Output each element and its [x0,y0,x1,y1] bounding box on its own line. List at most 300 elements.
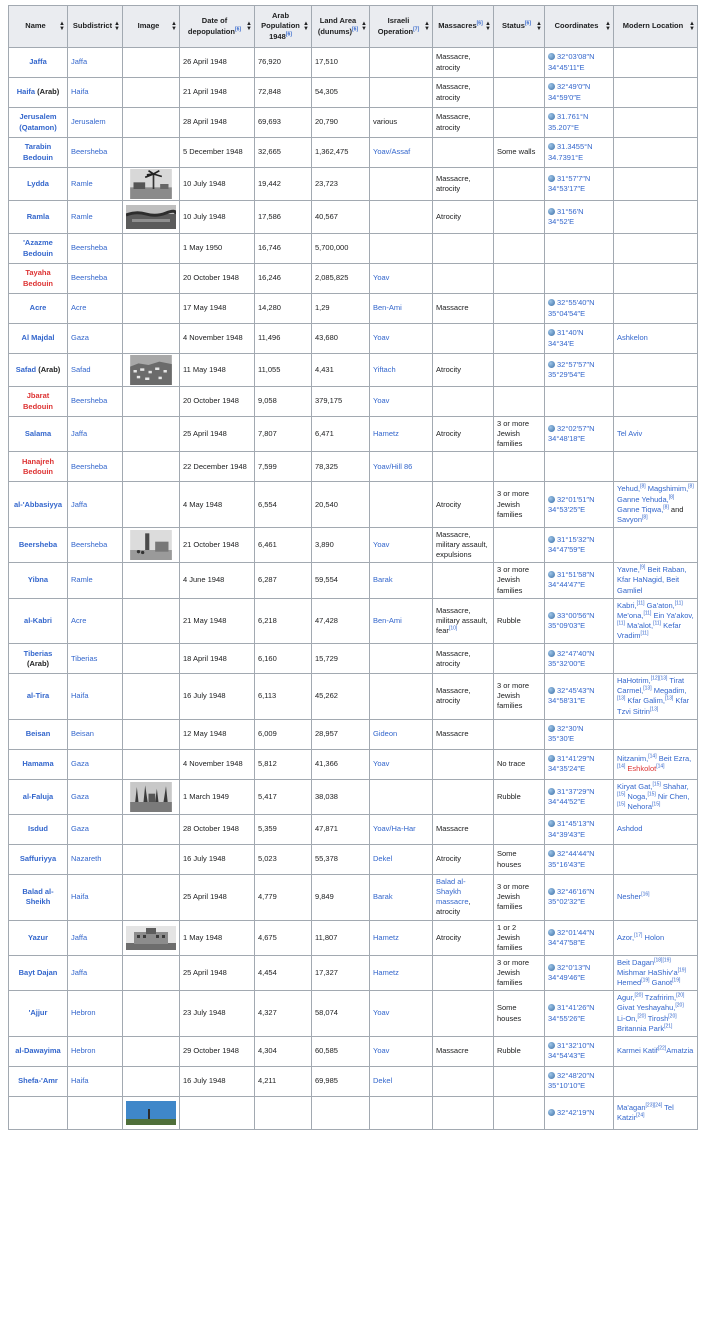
modern-location-link[interactable]: Kabri, [617,600,637,610]
modern-location-link[interactable]: HaHotrim, [617,676,651,686]
column-header-10[interactable] [614,6,698,48]
modern-location-link[interactable]: Tirat Carmel, [617,676,685,696]
locality-name-link[interactable]: Tarabin Bedouin [23,142,53,162]
modern-location-link[interactable]: Kfar Galim, [625,696,665,706]
modern-location-link[interactable]: Azor, [617,932,635,942]
reference-link[interactable]: [15] [617,791,626,798]
locality-name-link[interactable]: Salama [24,429,52,439]
subdistrict-link[interactable]: Haifa [71,892,89,902]
cell-status [494,452,545,482]
coordinate-lat-link[interactable]: 31°41′29″N [557,754,595,763]
reference-link[interactable]: [8] [688,483,694,490]
operation-link[interactable]: Yoav/Assaf [373,147,411,157]
column-header-0[interactable] [9,6,68,48]
globe-icon[interactable] [548,425,555,432]
locality-name-link[interactable]: al-'Abbasiyya [13,499,63,509]
modern-location-link[interactable]: Britannia Park [617,1023,665,1033]
coordinate-lat-link[interactable]: 32°42′19″N [557,1107,595,1117]
globe-icon[interactable] [548,612,555,619]
subdistrict-link[interactable]: Jaffa [71,429,88,439]
reference-link[interactable]: [20] [675,1002,684,1009]
modern-location-link[interactable]: Ganot [649,978,673,988]
modern-location-link[interactable]: Yehud, [617,484,641,494]
globe-icon[interactable] [548,83,555,90]
column-header-6[interactable] [370,6,433,48]
locality-name-link[interactable]: Hanajreh Bedouin [21,456,55,476]
modern-location-link[interactable]: Me'ona, [617,610,644,620]
subdistrict-link[interactable]: Jaffa [71,499,88,509]
operation-link[interactable]: Yoav [373,396,390,406]
reference-link[interactable]: [11] [636,600,645,607]
coordinate-lat-link[interactable]: 32°49′0″N [557,82,591,92]
operation-link[interactable]: Yiftach [373,364,396,374]
reference-link[interactable]: [15] [617,801,626,808]
column-header-1[interactable] [68,6,123,48]
reference-link[interactable]: [14] [648,753,657,760]
locality-name-link[interactable]: Yibna [27,575,49,585]
coordinate-lat-link[interactable]: 31°56′N [557,206,584,216]
coordinate-lon-link[interactable]: 34°59′0″E [548,92,581,102]
operation-link[interactable]: Gideon [373,729,398,739]
locality-name-link[interactable]: Bayt Dajan [18,968,58,977]
coordinate-lon-link[interactable]: 35°29′54″E [548,370,586,379]
massacre-link[interactable]: Balad al-Shaykh massacre [436,877,469,907]
operation-link[interactable]: Ben-Ami [373,303,402,313]
locality-name-link[interactable]: Saffuriyya [19,854,57,864]
subdistrict-link[interactable]: Beersheba [71,273,108,283]
subdistrict-link[interactable]: Haifa [71,691,89,701]
coordinate-lat-link[interactable]: 32°02′57″N [557,424,595,434]
reference-link[interactable]: [14] [617,763,626,770]
subdistrict-link[interactable]: Gaza [71,759,89,769]
modern-location-link[interactable]: Givat Yeshayahu, [617,1003,676,1013]
coordinate-lat-link[interactable]: 32°55′40″N [557,298,595,308]
sort-icon[interactable]: ▲ ▼ [171,20,177,32]
locality-name-link[interactable]: Jaffa [29,57,47,67]
reference-link[interactable]: [9] [639,564,646,571]
reference-link[interactable]: [6] [476,20,483,27]
locality-name-link[interactable]: Shefa-'Amr [18,1076,58,1086]
modern-location-link[interactable]: Holon [642,932,665,942]
photo-building[interactable] [126,923,176,953]
coordinate-lon-link[interactable]: 35.207°E [548,122,579,132]
locality-name-link[interactable]: 'Ajjur [28,1008,48,1018]
subdistrict-link[interactable]: Ramle [71,178,93,188]
coordinate-lat-link[interactable]: 32°03′08″N [557,52,595,62]
modern-location-link[interactable]: Kefar Vradim [617,620,682,640]
globe-icon[interactable] [548,1004,555,1011]
subdistrict-link[interactable]: Gaza [71,824,89,834]
cell-coordinates [545,1036,614,1066]
modern-location-link[interactable]: Ein Ya'akov, [651,610,694,620]
reference-link[interactable]: [6] [352,26,359,32]
locality-name-link[interactable]: Beersheba [18,540,58,549]
coordinate-lon-link[interactable]: 35°02′32″E [548,897,586,907]
sort-icon[interactable]: ▲ ▼ [114,20,120,32]
subdistrict-link[interactable]: Haifa [71,87,89,97]
operation-link[interactable]: Yoav [373,273,390,283]
reference-link[interactable]: [19] [672,977,681,984]
column-header-8[interactable] [494,6,545,48]
subdistrict-link[interactable]: Gaza [71,791,89,801]
subdistrict-link[interactable]: Gaza [71,333,89,343]
sort-icon[interactable]: ▲ ▼ [424,20,430,32]
subdistrict-link[interactable]: Beersheba [71,147,108,157]
coordinate-lon-link[interactable]: 34°58′31″E [548,696,586,706]
operation-link[interactable]: Barak [373,892,393,902]
modern-location-link[interactable]: Beit Dagan [617,957,655,967]
globe-icon[interactable] [548,361,555,368]
subdistrict-link[interactable]: Ramle [71,575,93,585]
reference-link[interactable]: [8] [642,514,648,521]
reference-link[interactable]: [8] [663,504,669,511]
reference-link[interactable]: [10] [448,625,458,632]
coordinate-lon-link[interactable]: 34°55′26″E [548,1013,586,1023]
subdistrict-link[interactable]: Beersheba [71,461,108,471]
operation-link[interactable]: Yoav [373,540,390,549]
column-header-4[interactable] [255,6,312,48]
globe-icon[interactable] [548,329,555,336]
reference-link[interactable]: [13] [649,706,659,712]
coordinate-lon-link[interactable]: 34°47′58″E [548,937,586,947]
subdistrict-link[interactable]: Jerusalem [71,117,106,127]
modern-location-link[interactable]: Nesher [617,892,642,902]
coordinate-lat-link[interactable]: 32°44′44″N [557,849,595,859]
sort-icon[interactable]: ▲ ▼ [361,20,367,32]
modern-location-link[interactable]: Beit Ezra, [656,754,692,763]
modern-location-link[interactable]: Karmei Katif [617,1046,658,1056]
globe-icon[interactable] [548,1072,555,1079]
subdistrict-link[interactable]: Nazareth [71,854,102,864]
modern-location-link[interactable]: Megadim, [651,686,687,696]
coordinate-lon-link[interactable]: 35°32′00″E [548,658,586,668]
subdistrict-link[interactable]: Jaffa [71,968,88,977]
modern-location-link[interactable]: Ashkelon [617,333,648,343]
globe-icon[interactable] [548,496,555,503]
coordinate-lat-link[interactable]: 32°45′43″N [557,686,595,696]
reference-link[interactable]: [11] [617,620,625,627]
subdistrict-link[interactable]: Beersheba [71,396,108,406]
locality-name-link[interactable]: Al Majdal [21,333,55,343]
coordinate-lat-link[interactable]: 32°57′57″N [557,359,595,369]
coordinate-lon-link[interactable]: 34°34′E [548,338,575,348]
modern-location-link[interactable]: Eshkolot [625,764,657,774]
operation-link[interactable]: Hametz [373,968,399,977]
coordinate-lat-link[interactable]: 32°30′N [557,724,584,733]
locality-name-link[interactable]: Haifa [16,87,36,97]
coordinate-lat-link[interactable]: 32°46′16″N [557,887,595,897]
modern-location-link[interactable]: Ga'aton, [644,600,675,610]
modern-location-link[interactable]: Amatzia [666,1046,694,1056]
modern-location-link[interactable]: Nehora [625,801,653,811]
reference-link[interactable]: [20] [637,1013,646,1019]
sort-icon[interactable]: ▲ ▼ [689,20,695,32]
subdistrict-link[interactable]: Jaffa [71,932,88,942]
coordinate-lon-link[interactable]: 34°45′11″E [548,62,585,72]
sort-icon[interactable]: ▲ ▼ [536,20,542,32]
coordinate-lon-link[interactable]: 34°39′43″E [548,829,586,839]
coordinate-lat-link[interactable]: 31°57′7″N [557,173,591,183]
locality-name-link[interactable]: Ramla [26,211,50,221]
modern-location-link[interactable]: Tirosh [645,1013,669,1023]
coordinate-lat-link[interactable]: 31°40′N [557,328,584,338]
globe-icon[interactable] [548,208,555,215]
coordinate-lat-link[interactable]: 31.761°N [557,112,589,122]
modern-location-link[interactable]: Agur, [617,993,635,1003]
globe-icon[interactable] [548,53,555,60]
sort-icon[interactable]: ▲ ▼ [59,20,65,32]
coordinate-lon-link[interactable]: 34°54′43″E [548,1051,586,1061]
coordinate-lat-link[interactable]: 31.3455°N [557,142,593,152]
globe-icon[interactable] [548,299,555,306]
globe-icon[interactable] [548,536,555,543]
globe-icon[interactable] [548,964,555,971]
reference-link[interactable]: [19] [641,977,650,984]
reference-link[interactable]: [21] [664,1023,673,1030]
subdistrict-link[interactable]: Tiberias [71,653,98,663]
coordinate-lat-link[interactable]: 31°37′29″N [557,786,595,796]
modern-location-link[interactable]: Noga, [625,791,648,801]
coordinate-lon-link[interactable]: 34°53′17″E [548,184,586,193]
locality-name-link[interactable]: Tiberias [23,648,53,658]
cell-name [9,1096,68,1129]
operation-link[interactable]: Dekel [373,1076,393,1086]
locality-name-link[interactable]: 'Azazme Bedouin [23,238,53,258]
operation-link[interactable]: Dekel [373,854,393,864]
reference-link[interactable]: [13] [617,695,626,702]
locality-name-link[interactable]: Jbarat Bedouin [23,391,53,411]
subdistrict-link[interactable]: Safad [71,364,91,374]
modern-location-link[interactable]: Ashdod [617,824,643,834]
coordinate-lon-link[interactable]: 34°53′25″E [548,504,586,514]
photo-field[interactable] [126,202,176,232]
cell-population: 5,417 [255,779,312,814]
locality-name-link[interactable]: Acre [29,303,47,313]
coordinate-lon-link[interactable]: 35°04′54″E [548,308,586,318]
modern-location-link[interactable]: Tel Aviv [617,429,643,439]
operation-link[interactable]: Yoav [373,1046,390,1056]
locality-name-link[interactable]: Jerusalem (Qatamon) [19,112,57,132]
coordinate-lat-link[interactable]: 31°15′32″N [557,534,595,544]
reference-link[interactable]: [11] [643,610,652,617]
globe-icon[interactable] [548,113,555,120]
globe-icon[interactable] [548,755,555,762]
globe-icon[interactable] [548,888,555,895]
operation-link[interactable]: Barak [373,575,393,585]
cell-status [494,234,545,264]
reference-link[interactable]: [23][24] [645,1102,663,1109]
modern-location-link[interactable]: Ma'agan [617,1102,646,1112]
operation-link[interactable]: Yoav/Hill 86 [373,461,413,471]
reference-link[interactable]: [16] [641,891,650,898]
locality-name-link[interactable]: al-Kabri [24,615,52,625]
globe-icon[interactable] [548,1109,555,1116]
cell-massacres [433,294,494,324]
locality-name-link[interactable]: Tayaha Bedouin [23,268,53,288]
coordinate-lon-link[interactable]: 35°16′43″E [548,859,586,869]
locality-name-link[interactable]: al-Tira [26,691,50,701]
reference-link[interactable]: [11] [674,600,683,607]
coordinate-lon-link[interactable]: 35°30′E [548,734,575,744]
reference-link[interactable]: [13] [664,695,674,702]
column-header-5[interactable] [312,6,370,48]
coordinate-lon-link[interactable]: 34°48′18″E [548,434,586,444]
reference-link[interactable]: [20] [676,992,685,999]
locality-name-link[interactable]: al-Faluja [22,791,54,801]
subdistrict-link[interactable]: Acre [71,303,87,313]
operation-link[interactable]: Yoav [373,333,390,343]
modern-location-link[interactable]: Li-On, [617,1013,638,1023]
coordinate-lat-link[interactable]: 32°01′51″N [557,494,595,504]
photo-street[interactable] [126,530,176,560]
globe-icon[interactable] [548,820,555,827]
reference-link[interactable]: [6] [234,26,242,32]
cell-coordinates [545,482,614,528]
modern-location-link[interactable]: Nir Chen, [655,791,690,801]
globe-icon[interactable] [548,143,555,150]
coordinate-lon-link[interactable]: 35°10′10″E [548,1081,586,1091]
reference-link[interactable]: [11] [640,630,649,637]
column-header-3[interactable] [180,6,255,48]
subdistrict-link[interactable]: Beersheba [71,243,108,253]
reference-link[interactable]: [6] [524,20,532,27]
reference-link[interactable]: [15] [652,781,661,788]
modern-location-link[interactable]: Kfar Tzvi Sitrin [617,696,690,716]
modern-location-link[interactable]: Kiryat Gat, [617,781,653,791]
reference-link[interactable]: [18][19] [654,957,671,964]
subdistrict-link[interactable]: Hebron [71,1046,96,1056]
subdistrict-link[interactable]: Beisan [71,729,94,739]
modern-location-link[interactable]: Ganne Tiqwa, [617,504,664,514]
locality-name-link[interactable]: al-Dawayima [15,1046,61,1056]
reference-link[interactable]: [14] [656,763,665,770]
reference-link[interactable]: [11] [653,620,662,627]
coordinate-lat-link[interactable]: 31°45′13″N [557,819,595,829]
coordinate-lon-link[interactable]: 34°44′52″E [548,796,586,806]
globe-icon[interactable] [548,650,555,657]
sort-icon[interactable]: ▲ ▼ [303,20,309,32]
photo-palm-tree[interactable] [126,169,176,199]
subdistrict-link[interactable]: Beersheba [71,540,108,549]
coordinate-lat-link[interactable]: 31°32′10″N [557,1041,595,1051]
reference-link[interactable]: [22] [657,1045,667,1052]
sort-icon[interactable]: ▲ ▼ [246,20,252,32]
globe-icon[interactable] [548,1042,555,1049]
operation-link[interactable]: Yoav [373,759,390,769]
coordinate-lat-link[interactable]: 31°51′58″N [557,570,595,580]
globe-icon[interactable] [548,929,555,936]
cell-name [9,920,68,955]
operation-link[interactable]: Hametz [373,932,399,942]
coordinate-lon-link[interactable]: 35°09′03″E [548,620,586,630]
globe-icon[interactable] [548,788,555,795]
locality-name-link[interactable]: Beisan [25,729,51,739]
coordinate-lat-link[interactable]: 32°01′44″N [557,927,595,937]
photo-ruins[interactable] [126,782,176,812]
photo-town[interactable] [126,355,176,385]
reference-link[interactable]: [8] [640,483,646,490]
cell-date: 23 July 1948 [180,991,255,1037]
reference-link[interactable]: [20] [634,992,643,999]
reference-link[interactable]: [8] [668,494,675,500]
modern-location-link[interactable]: Savyon [617,514,643,524]
globe-icon[interactable] [548,571,555,578]
operation-link[interactable]: Yoav [373,1008,390,1018]
operation-link[interactable]: Ben-Ami [373,615,402,625]
reference-link[interactable]: [17] [634,932,643,939]
reference-link[interactable]: [19] [677,967,686,974]
modern-location-link[interactable]: Tel Katzir [617,1102,674,1122]
coordinate-lon-link[interactable]: 34°52′E [548,217,575,226]
subdistrict-link[interactable]: Haifa [71,1076,89,1086]
locality-name-link[interactable]: Lydda [27,178,49,188]
coordinate-lat-link[interactable]: 32°48′20″N [557,1071,595,1081]
coordinate-lat-link[interactable]: 32°47′40″N [557,648,595,658]
modern-location-link[interactable]: Shahar, [660,781,689,791]
sort-icon[interactable]: ▲ ▼ [605,20,611,32]
reference-link[interactable]: [24] [636,1112,645,1119]
modern-location-link[interactable]: Nitzanim, [617,754,649,763]
coordinate-lon-link[interactable]: 34°49′46″E [548,973,586,983]
coordinate-lat-link[interactable]: 33°00′56″N [557,610,595,620]
globe-icon[interactable] [548,850,555,857]
locality-name-link[interactable]: Isdud [28,824,48,834]
locality-name-link[interactable]: Yazur [27,932,48,942]
globe-icon[interactable] [548,175,555,182]
globe-icon[interactable] [548,725,555,732]
coordinate-lon-link[interactable]: 34°47′59″E [548,545,586,555]
coordinate-lat-link[interactable]: 31°41′26″N [557,1003,595,1013]
subdistrict-link[interactable]: Hebron [71,1008,96,1018]
reference-link[interactable]: [6] [285,31,292,38]
modern-location-link[interactable]: Beit Raban, Kfar HaNagid, Beit Gamliel [617,565,687,595]
modern-location-link[interactable]: Ma'alot, [624,620,654,630]
globe-icon[interactable] [548,687,555,694]
locality-name-link[interactable]: Hamama [22,759,54,769]
locality-name-link[interactable]: Safad [15,364,37,374]
reference-link[interactable]: [15] [647,791,656,798]
coordinate-lon-link[interactable]: 34.7391°E [548,152,584,162]
modern-location-link[interactable]: Magshimim, [645,484,689,494]
cell-operation [370,815,433,845]
locality-name-link[interactable]: Balad al-Sheikh [22,887,54,907]
modern-location-link[interactable]: Tzafririm, [642,993,677,1003]
reference-link[interactable]: [7] [413,26,420,32]
subdistrict-link[interactable]: Acre [71,615,87,625]
subdistrict-link[interactable]: Ramle [71,211,93,221]
sort-icon[interactable]: ▲ ▼ [485,20,491,32]
reference-link[interactable]: [20] [668,1013,677,1019]
column-header-9[interactable] [545,6,614,48]
operation-link[interactable]: Yoav/Ha-Har [373,824,416,834]
reference-link[interactable]: [15] [652,801,661,808]
modern-location-link[interactable]: Mishmar HaShiv'a [617,968,678,977]
coordinate-lat-link[interactable]: 32°0′13″N [557,962,591,972]
subdistrict-link[interactable]: Jaffa [71,57,88,67]
column-header-2[interactable] [123,6,180,48]
photo-sky[interactable] [126,1098,176,1128]
coordinate-lon-link[interactable]: 34°35′24″E [548,764,586,774]
modern-location-link[interactable]: Ganne Yehuda, [617,494,669,504]
column-header-7[interactable] [433,6,494,48]
cell-population: 6,218 [255,598,312,644]
reference-link[interactable]: [12][13] [650,675,668,682]
modern-location-link[interactable]: Yavne, [617,565,640,575]
modern-location-link[interactable]: Hemed [617,978,642,988]
operation-link[interactable]: Hametz [373,429,399,439]
reference-link[interactable]: [13] [643,685,652,692]
coordinate-lon-link[interactable]: 34°44′47″E [548,580,586,590]
